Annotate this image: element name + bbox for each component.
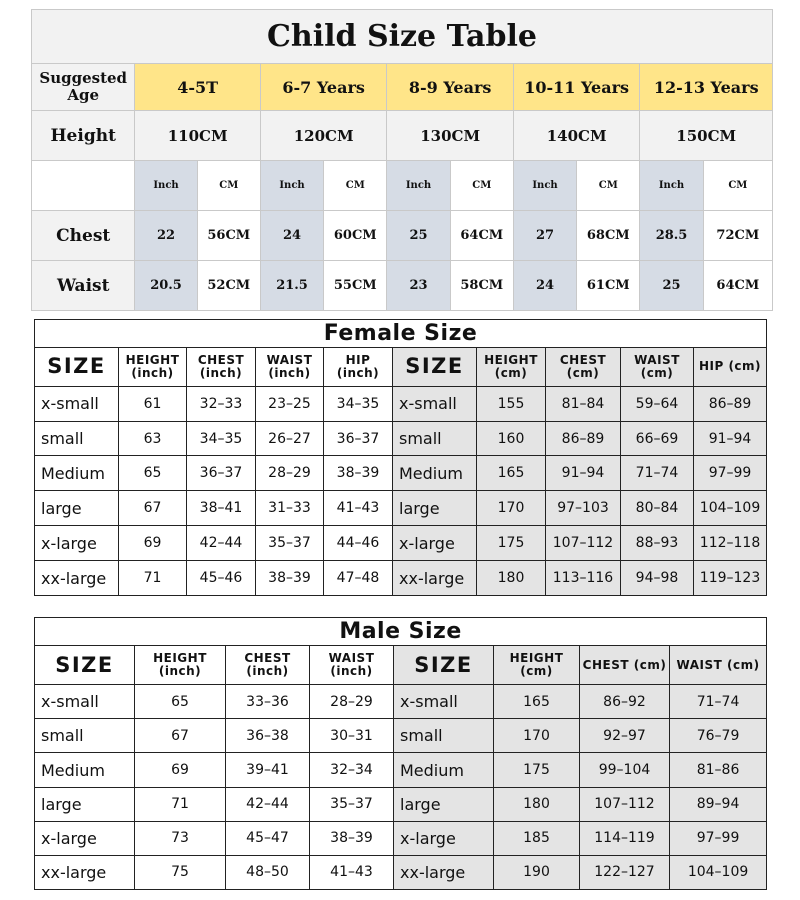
chest-cm: 68CM <box>577 211 640 261</box>
inch-value: 36–38 <box>226 719 310 753</box>
column-header: WAIST (cm) <box>670 646 767 685</box>
cm-value: 165 <box>494 685 580 719</box>
cm-value: 114–119 <box>580 821 670 855</box>
table-row <box>35 787 767 821</box>
column-header: WAIST (inch) <box>310 646 394 685</box>
age-header: 10-11 Years <box>513 64 640 111</box>
height-value: 150CM <box>640 111 773 161</box>
size-header: SIZE <box>35 347 119 386</box>
height-value: 140CM <box>513 111 640 161</box>
cm-value: 122–127 <box>580 855 670 889</box>
table-row <box>35 526 767 561</box>
inch-value: 63 <box>119 421 187 456</box>
unit-inch: Inch <box>260 161 323 211</box>
size-label: x-small <box>35 386 119 421</box>
cm-value: 81–84 <box>546 386 621 421</box>
unit-cm: CM <box>324 161 387 211</box>
waist-inch: 25 <box>640 261 703 311</box>
cm-value: 180 <box>494 787 580 821</box>
cm-value: 175 <box>494 753 580 787</box>
size-label: x-large <box>35 821 135 855</box>
inch-value: 48–50 <box>226 855 310 889</box>
unit-inch: Inch <box>387 161 450 211</box>
height-value: 110CM <box>135 111 261 161</box>
table-row <box>35 821 767 855</box>
inch-value: 32–33 <box>187 386 256 421</box>
size-header: SIZE <box>394 646 494 685</box>
chest-cm: 64CM <box>450 211 513 261</box>
inch-value: 47–48 <box>324 561 393 596</box>
chest-inch: 27 <box>513 211 576 261</box>
size-label: Medium <box>35 753 135 787</box>
inch-value: 28–29 <box>310 685 394 719</box>
table-row <box>35 561 767 596</box>
chest-inch: 28.5 <box>640 211 703 261</box>
cm-value: 104–109 <box>694 491 767 526</box>
waist-inch: 20.5 <box>135 261 197 311</box>
size-label: xx-large <box>35 855 135 889</box>
size-label: x-small <box>393 386 477 421</box>
size-label: small <box>394 719 494 753</box>
unit-cm: CM <box>450 161 513 211</box>
male-size-table <box>34 617 767 890</box>
female-table-title: Female Size <box>35 320 767 348</box>
unit-inch: Inch <box>135 161 197 211</box>
cm-value: 112–118 <box>694 526 767 561</box>
table-row <box>35 456 767 491</box>
cm-value: 113–116 <box>546 561 621 596</box>
waist-inch: 23 <box>387 261 450 311</box>
age-header: 12-13 Years <box>640 64 773 111</box>
inch-value: 34–35 <box>187 421 256 456</box>
inch-value: 31–33 <box>256 491 324 526</box>
inch-value: 39–41 <box>226 753 310 787</box>
table-row <box>35 386 767 421</box>
inch-value: 67 <box>119 491 187 526</box>
chest-cm: 60CM <box>324 211 387 261</box>
cm-value: 170 <box>477 491 546 526</box>
male-table-title: Male Size <box>35 618 767 646</box>
size-label: Medium <box>393 456 477 491</box>
column-header: HIP (inch) <box>324 347 393 386</box>
size-label: large <box>35 491 119 526</box>
inch-value: 65 <box>135 685 226 719</box>
waist-label: Waist <box>32 261 135 311</box>
suggested-age-label: Suggested Age <box>32 64 135 111</box>
cm-value: 107–112 <box>580 787 670 821</box>
column-header: CHEST (inch) <box>187 347 256 386</box>
cm-value: 94–98 <box>621 561 694 596</box>
waist-cm: 52CM <box>197 261 260 311</box>
chest-label: Chest <box>32 211 135 261</box>
age-header: 4-5T <box>135 64 261 111</box>
cm-value: 170 <box>494 719 580 753</box>
chest-inch: 25 <box>387 211 450 261</box>
inch-value: 44–46 <box>324 526 393 561</box>
column-header: WAIST (cm) <box>621 347 694 386</box>
cm-value: 86–89 <box>694 386 767 421</box>
cm-value: 88–93 <box>621 526 694 561</box>
cm-value: 86–92 <box>580 685 670 719</box>
cm-value: 99–104 <box>580 753 670 787</box>
female-size-table <box>34 319 767 596</box>
female-table-body <box>35 386 767 595</box>
cm-value: 59–64 <box>621 386 694 421</box>
column-header: HEIGHT (cm) <box>494 646 580 685</box>
cm-value: 97–103 <box>546 491 621 526</box>
inch-value: 69 <box>119 526 187 561</box>
cm-value: 160 <box>477 421 546 456</box>
age-header: 8-9 Years <box>387 64 514 111</box>
cm-value: 81–86 <box>670 753 767 787</box>
size-label: Medium <box>394 753 494 787</box>
chest-inch: 24 <box>260 211 323 261</box>
waist-cm: 64CM <box>703 261 772 311</box>
unit-cm: CM <box>703 161 772 211</box>
inch-value: 35–37 <box>310 787 394 821</box>
table-row <box>35 719 767 753</box>
table-row <box>35 753 767 787</box>
column-header: HEIGHT (inch) <box>119 347 187 386</box>
height-label: Height <box>32 111 135 161</box>
cm-value: 97–99 <box>694 456 767 491</box>
cm-value: 89–94 <box>670 787 767 821</box>
inch-value: 73 <box>135 821 226 855</box>
chest-inch: 22 <box>135 211 197 261</box>
inch-value: 33–36 <box>226 685 310 719</box>
inch-value: 69 <box>135 753 226 787</box>
child-size-table <box>31 9 773 311</box>
inch-value: 65 <box>119 456 187 491</box>
cm-value: 91–94 <box>694 421 767 456</box>
cm-value: 71–74 <box>670 685 767 719</box>
inch-value: 34–35 <box>324 386 393 421</box>
cm-value: 104–109 <box>670 855 767 889</box>
chest-cm: 56CM <box>197 211 260 261</box>
column-header: WAIST (inch) <box>256 347 324 386</box>
inch-value: 23–25 <box>256 386 324 421</box>
cm-value: 71–74 <box>621 456 694 491</box>
unit-cm: CM <box>197 161 260 211</box>
column-header: CHEST (cm) <box>580 646 670 685</box>
inch-value: 38–39 <box>256 561 324 596</box>
inch-value: 41–43 <box>324 491 393 526</box>
height-value: 130CM <box>387 111 514 161</box>
inch-value: 35–37 <box>256 526 324 561</box>
cm-value: 180 <box>477 561 546 596</box>
column-header: HIP (cm) <box>694 347 767 386</box>
cm-value: 66–69 <box>621 421 694 456</box>
cm-value: 190 <box>494 855 580 889</box>
size-label: small <box>35 719 135 753</box>
size-label: Medium <box>35 456 119 491</box>
inch-value: 71 <box>119 561 187 596</box>
inch-value: 67 <box>135 719 226 753</box>
size-label: x-large <box>394 821 494 855</box>
inch-value: 36–37 <box>324 421 393 456</box>
size-label: large <box>394 787 494 821</box>
waist-inch: 21.5 <box>260 261 323 311</box>
size-header: SIZE <box>35 646 135 685</box>
table-row <box>35 685 767 719</box>
cm-value: 107–112 <box>546 526 621 561</box>
size-header: SIZE <box>393 347 477 386</box>
cm-value: 175 <box>477 526 546 561</box>
size-label: small <box>393 421 477 456</box>
inch-value: 61 <box>119 386 187 421</box>
inch-value: 30–31 <box>310 719 394 753</box>
inch-value: 45–47 <box>226 821 310 855</box>
column-header: HEIGHT (cm) <box>477 347 546 386</box>
size-label: x-large <box>35 526 119 561</box>
inch-value: 32–34 <box>310 753 394 787</box>
size-label: small <box>35 421 119 456</box>
inch-value: 42–44 <box>226 787 310 821</box>
cm-value: 92–97 <box>580 719 670 753</box>
unit-cm: CM <box>577 161 640 211</box>
size-label: xx-large <box>393 561 477 596</box>
column-header: CHEST (inch) <box>226 646 310 685</box>
size-label: x-small <box>35 685 135 719</box>
size-label: xx-large <box>394 855 494 889</box>
inch-value: 41–43 <box>310 855 394 889</box>
size-label: x-small <box>394 685 494 719</box>
cm-value: 76–79 <box>670 719 767 753</box>
cm-value: 165 <box>477 456 546 491</box>
age-header: 6-7 Years <box>260 64 387 111</box>
waist-cm: 58CM <box>450 261 513 311</box>
unit-inch: Inch <box>513 161 576 211</box>
male-table-body <box>35 685 767 890</box>
cm-value: 91–94 <box>546 456 621 491</box>
inch-value: 38–39 <box>310 821 394 855</box>
height-value: 120CM <box>260 111 387 161</box>
size-label: large <box>393 491 477 526</box>
inch-value: 42–44 <box>187 526 256 561</box>
inch-value: 36–37 <box>187 456 256 491</box>
inch-value: 71 <box>135 787 226 821</box>
column-header: CHEST (cm) <box>546 347 621 386</box>
unit-row-blank <box>32 161 135 211</box>
inch-value: 38–41 <box>187 491 256 526</box>
child-table-title: Child Size Table <box>32 10 773 64</box>
waist-cm: 55CM <box>324 261 387 311</box>
table-row <box>35 855 767 889</box>
unit-inch: Inch <box>640 161 703 211</box>
inch-value: 45–46 <box>187 561 256 596</box>
inch-value: 26–27 <box>256 421 324 456</box>
table-row <box>35 421 767 456</box>
chest-cm: 72CM <box>703 211 772 261</box>
size-label: large <box>35 787 135 821</box>
cm-value: 86–89 <box>546 421 621 456</box>
cm-value: 119–123 <box>694 561 767 596</box>
inch-value: 28–29 <box>256 456 324 491</box>
size-label: xx-large <box>35 561 119 596</box>
table-row <box>35 491 767 526</box>
size-label: x-large <box>393 526 477 561</box>
cm-value: 97–99 <box>670 821 767 855</box>
cm-value: 80–84 <box>621 491 694 526</box>
inch-value: 75 <box>135 855 226 889</box>
column-header: HEIGHT (inch) <box>135 646 226 685</box>
waist-inch: 24 <box>513 261 576 311</box>
cm-value: 155 <box>477 386 546 421</box>
cm-value: 185 <box>494 821 580 855</box>
inch-value: 38–39 <box>324 456 393 491</box>
waist-cm: 61CM <box>577 261 640 311</box>
